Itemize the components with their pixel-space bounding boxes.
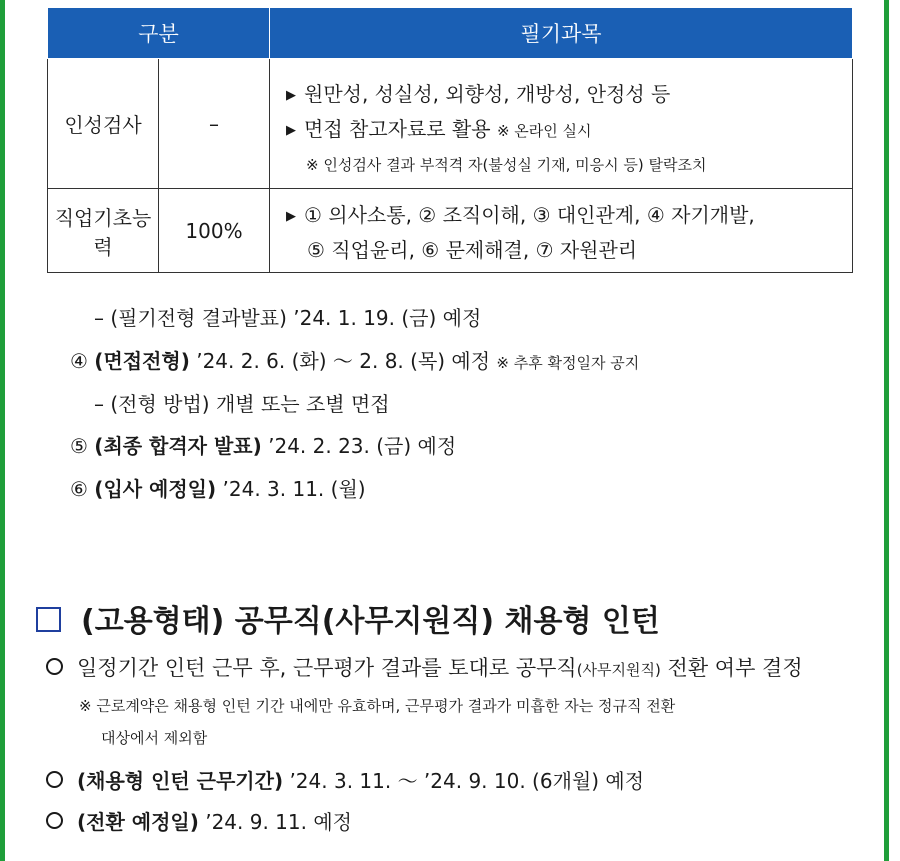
interview-date: ’24. 2. 6. (화) ～ 2. 8. (목) 예정 bbox=[196, 349, 491, 373]
conversion-date-value: ’24. 9. 11. 예정 bbox=[205, 810, 352, 834]
triangle-bullet-icon: ▶ bbox=[286, 123, 296, 138]
final-label: (최종 합격자 발표) bbox=[94, 434, 262, 458]
interview-label: (면접전형) bbox=[94, 349, 190, 373]
intern-period-value: ’24. 3. 11. ～ ’24. 9. 10. (6개월) 예정 bbox=[289, 769, 645, 793]
personality-disqualify-note: ※ 인성검사 결과 부적격 자(불성실 기재, 미응시 등) 탈락조치 bbox=[306, 156, 707, 174]
personality-online-note: ※ 온라인 실시 bbox=[496, 122, 592, 140]
interview-line bbox=[70, 345, 639, 374]
circle-bullet-icon bbox=[46, 658, 63, 675]
intern-period-item bbox=[46, 765, 644, 794]
section-heading-text: (고용형태) 공무직(사무지원직) 채용형 인턴 bbox=[81, 604, 660, 639]
final-date: ’24. 2. 23. (금) 예정 bbox=[268, 434, 457, 458]
ncs-subjects-line1: ① 의사소통, ② 조직이해, ③ 대인관계, ④ 자기개발, bbox=[304, 202, 755, 227]
header-category: 구분 bbox=[48, 8, 270, 59]
conversion-date-item bbox=[46, 806, 352, 835]
personality-usage: 면접 참고자료로 활용 bbox=[304, 117, 491, 141]
row-personality-content bbox=[270, 59, 853, 189]
row-ncs-weight: 100% bbox=[159, 189, 270, 273]
interview-note: ※ 추후 확정일자 공지 bbox=[496, 354, 640, 372]
circle-bullet-icon bbox=[46, 812, 63, 829]
contract-note-line2: 대상에서 제외함 bbox=[101, 729, 208, 747]
intern-period-label: (채용형 인턴 근무기간) bbox=[77, 769, 284, 793]
header-subject: 필기과목 bbox=[270, 8, 853, 59]
interview-method-line: – (전형 방법) 개별 또는 조별 면접 bbox=[94, 392, 390, 416]
row-personality-weight: – bbox=[159, 59, 270, 189]
triangle-bullet-icon: ▶ bbox=[286, 208, 296, 224]
conversion-item: 일정기간 인턴 근무 후, 근무평가 결과를 토대로 공무직(사무지원직) 전환 여부 결정 bbox=[46, 652, 803, 682]
interview-number: ④ bbox=[70, 349, 88, 373]
triangle-bullet-icon: ▶ bbox=[286, 88, 296, 103]
page-frame-left bbox=[0, 0, 5, 861]
page-frame-right bbox=[884, 0, 889, 861]
join-date: ’24. 3. 11. (월) bbox=[222, 477, 366, 501]
square-bullet-icon bbox=[36, 607, 61, 632]
section-heading bbox=[36, 596, 660, 640]
circle-bullet-icon bbox=[46, 771, 63, 788]
row-ncs-content bbox=[270, 189, 853, 273]
exam-subject-table bbox=[47, 7, 853, 273]
ncs-subjects-line2: ⑤ 직업윤리, ⑥ 문제해결, ⑦ 자원관리 bbox=[307, 237, 638, 262]
join-label: (입사 예정일) bbox=[94, 477, 217, 501]
contract-note-line1: ※ 근로계약은 채용형 인턴 기간 내에만 유효하며, 근무평가 결과가 미흡한 자는 정규직 전환 bbox=[79, 697, 676, 715]
table-header-row bbox=[48, 8, 853, 59]
join-number: ⑥ bbox=[70, 477, 88, 501]
conversion-date-label: (전환 예정일) bbox=[77, 810, 199, 834]
final-number: ⑤ bbox=[70, 434, 88, 458]
table-row bbox=[48, 59, 853, 189]
table-row bbox=[48, 189, 853, 273]
row-personality-name: 인성검사 bbox=[48, 59, 159, 189]
join-date-line bbox=[70, 473, 366, 502]
personality-traits: 원만성, 성실성, 외향성, 개방성, 안정성 등 bbox=[304, 82, 671, 106]
row-ncs-name: 직업기초능력 bbox=[48, 189, 159, 273]
final-result-line bbox=[70, 430, 456, 459]
written-result-line: – (필기전형 결과발표) ’24. 1. 19. (금) 예정 bbox=[94, 306, 482, 330]
